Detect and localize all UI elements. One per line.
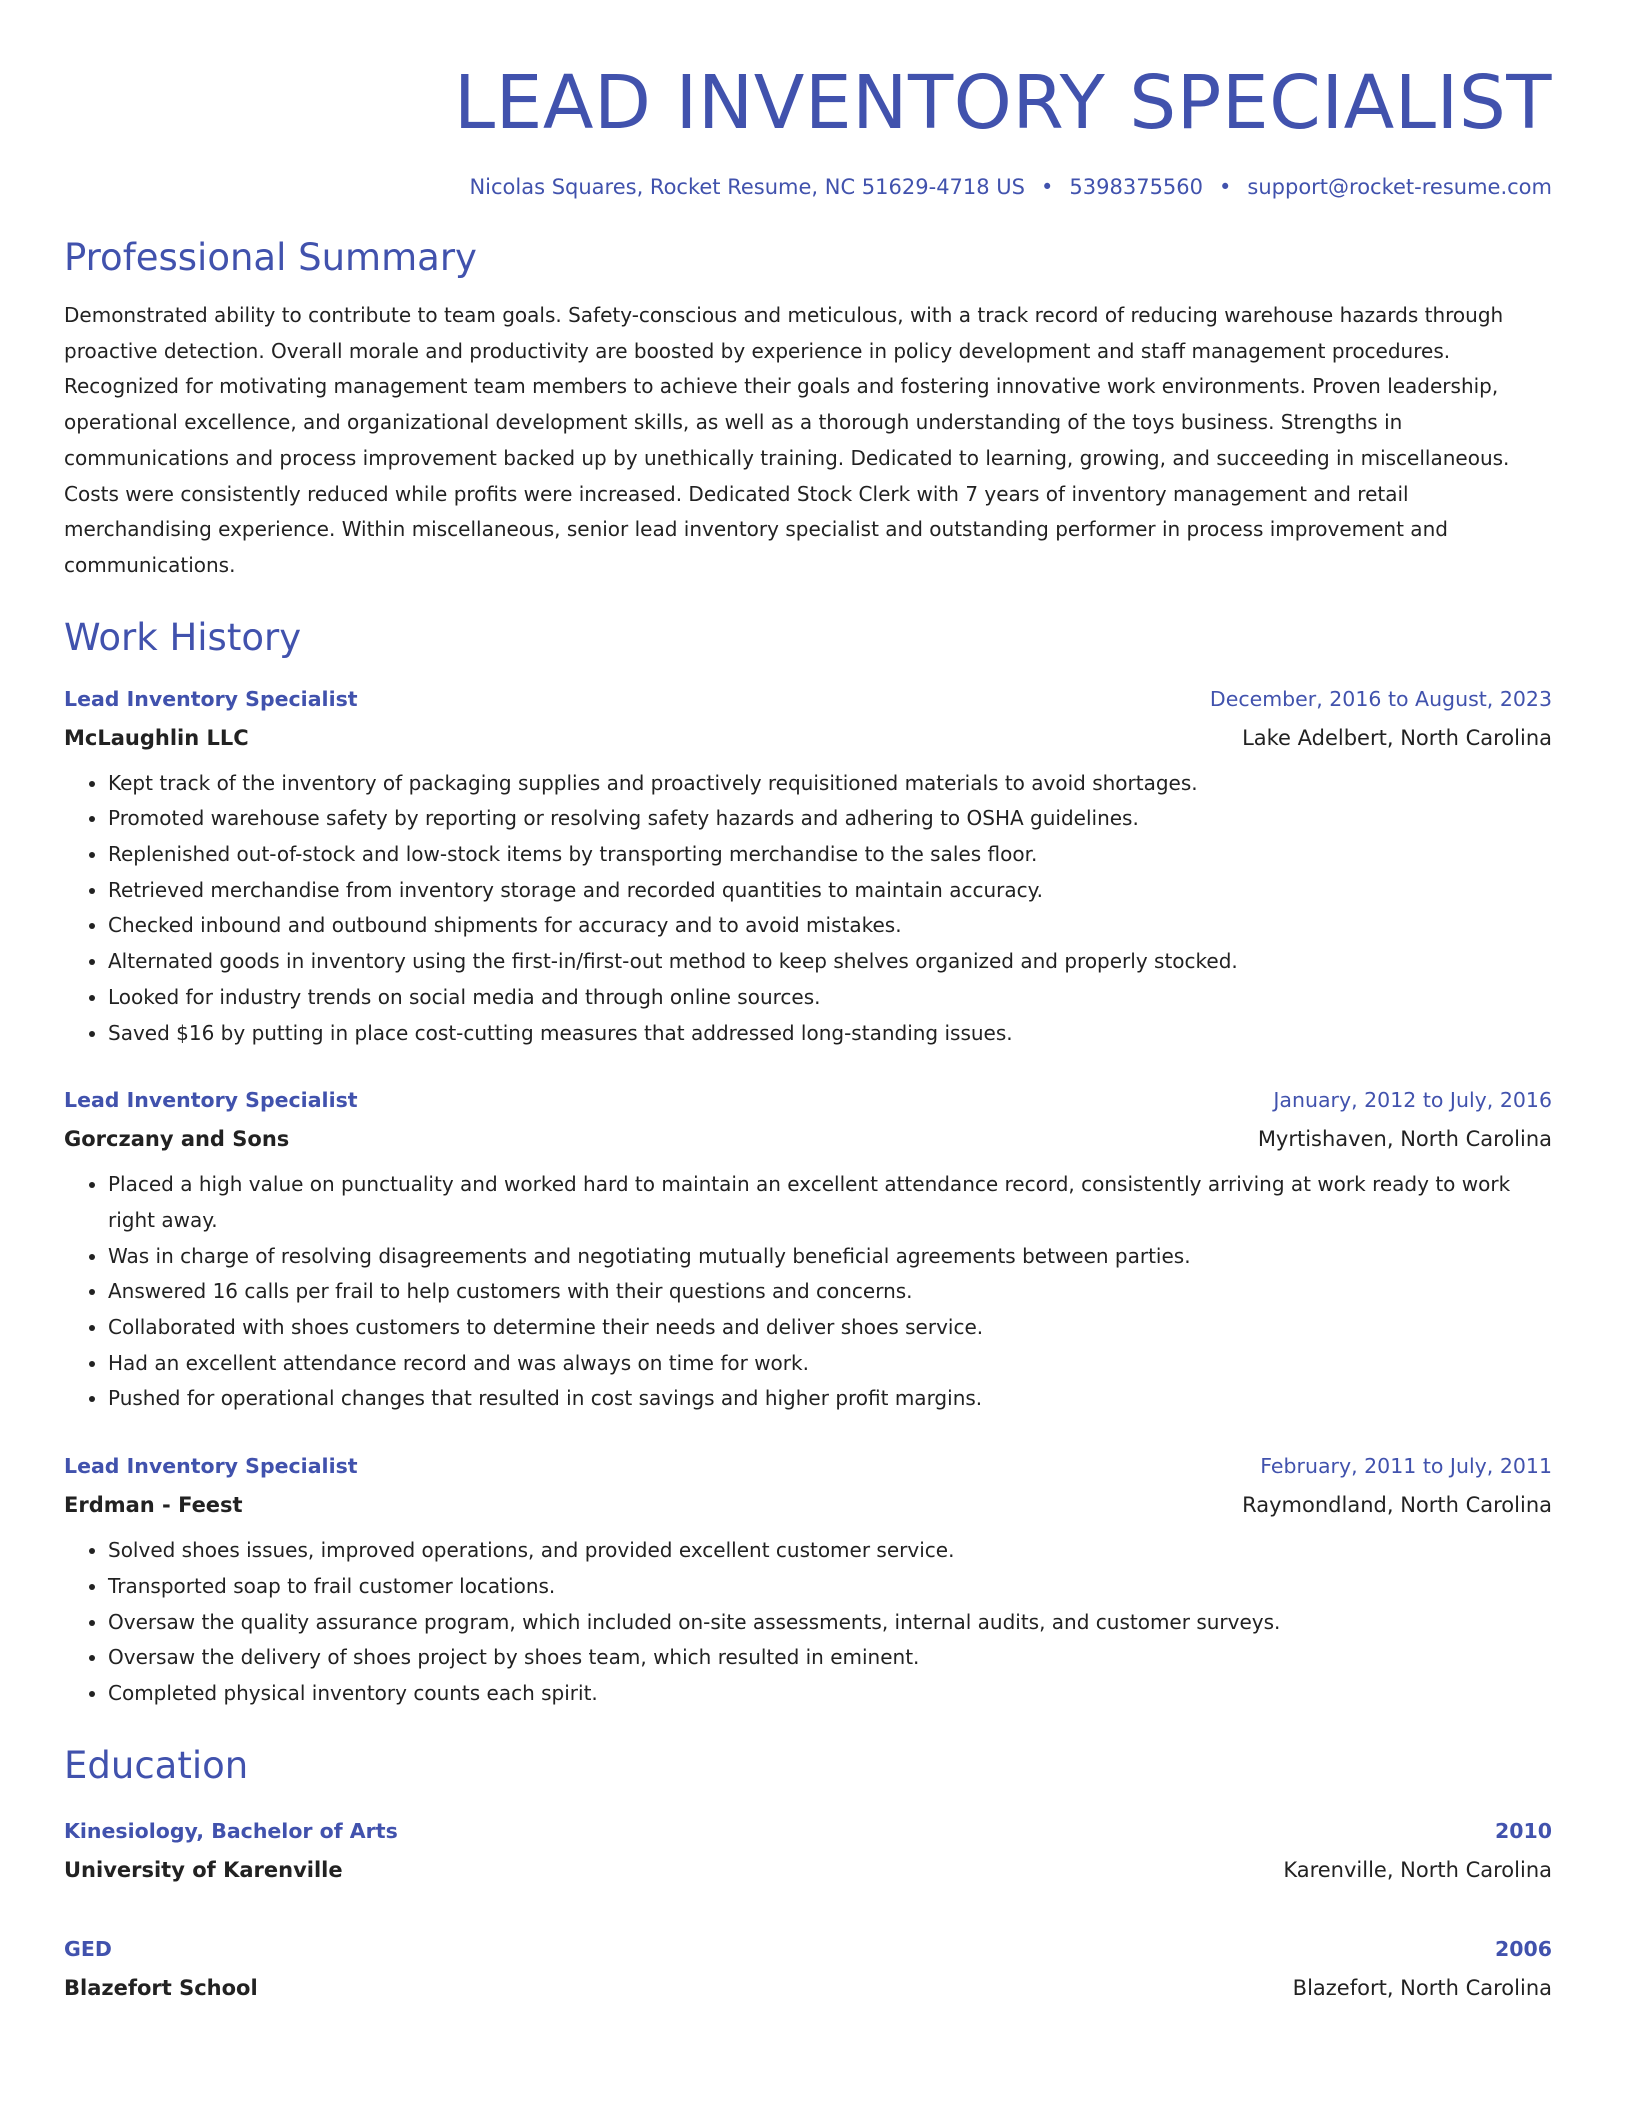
list-item: • Alternated goods in inventory using the first-in/first-out method to keep shelves organized and properly stocked. <box>108 944 1552 980</box>
job-location: Raymondland, North Carolina <box>1242 1493 1552 1518</box>
contact-line <box>64 172 1552 202</box>
phone: 5398375560 <box>1069 175 1204 199</box>
list-item: • Completed physical inventory counts each spirit. <box>108 1676 1552 1712</box>
list-item: • Placed a high value on punctuality and worked hard to maintain an excellent attendance record, consistently arriving at work ready to work right away. <box>108 1167 1552 1238</box>
separator-dot: • <box>1041 175 1054 199</box>
job-entry <box>64 680 1552 1052</box>
job-location: Myrtishaven, North Carolina <box>1257 1127 1552 1152</box>
resume-header <box>64 54 1552 202</box>
summary-text: Demonstrated ability to contribute to team goals. Safety-conscious and meticulous, with a track record of reducing warehouse hazards through proactive detection. Overall morale and productivity are boosted by experience in policy development and staff management procedures. Recognized for motivating management team members to achieve their goals and fostering innovative work environments. Proven leadership, operational excellence, and organizational development skills, as well as a thorough understanding of the toys business. Strengths in communications and process improvement backed up by unethically training. Dedicated to learning, growing, and succeeding in miscellaneous. Costs were consistently reduced while profits were increased. Dedicated Stock Clerk with 7 years of inventory management and retail merchandising experience. Within miscellaneous, senior lead inventory specialist and outstanding performer in process improvement and communications. <box>64 303 1510 577</box>
education-school-row <box>64 1968 1552 2008</box>
job-header-row <box>64 680 1552 718</box>
job-bullets <box>64 1167 1552 1417</box>
job-company-row <box>64 718 1552 758</box>
job-dates: January, 2012 to July, 2016 <box>1273 1088 1552 1113</box>
separator-dot: • <box>1219 175 1232 199</box>
education-degree: GED <box>64 1936 112 1961</box>
education-location: Karenville, North Carolina <box>1283 1857 1552 1882</box>
job-role: Lead Inventory Specialist <box>64 1454 358 1479</box>
list-item: • Looked for industry trends on social media and through online sources. <box>108 980 1552 1016</box>
job-dates: February, 2011 to July, 2011 <box>1260 1454 1552 1479</box>
education-year: 2006 <box>1494 1936 1552 1961</box>
job-company: Gorczany and Sons <box>64 1127 290 1152</box>
list-item: • Oversaw the quality assurance program, which included on-site assessments, internal audits, and customer surveys. <box>108 1605 1552 1641</box>
job-header-row <box>64 1447 1552 1485</box>
job-bullets <box>64 766 1552 1052</box>
list-item: • Replenished out-of-stock and low-stock items by transporting merchandise to the sales floor. <box>108 837 1552 873</box>
education-year: 2010 <box>1494 1818 1552 1843</box>
job-dates: December, 2016 to August, 2023 <box>1209 686 1552 711</box>
list-item: • Transported soap to frail customer locations. <box>108 1569 1552 1605</box>
candidate-title: LEAD INVENTORY SPECIALIST <box>453 60 1552 146</box>
list-item: • Checked inbound and outbound shipments for accuracy and to avoid mistakes. <box>108 908 1552 944</box>
education-school: Blazefort School <box>64 1975 258 2000</box>
list-item: • Collaborated with shoes customers to determine their needs and deliver shoes service. <box>108 1310 1552 1346</box>
job-entry <box>64 1447 1552 1712</box>
list-item: • Solved shoes issues, improved operations, and provided excellent customer service. <box>108 1533 1552 1569</box>
job-location: Lake Adelbert, North Carolina <box>1242 725 1552 750</box>
job-company-row <box>64 1485 1552 1525</box>
list-item: • Retrieved merchandise from inventory storage and recorded quantities to maintain accuracy. <box>108 873 1552 909</box>
job-role: Lead Inventory Specialist <box>64 686 358 711</box>
list-item: • Promoted warehouse safety by reporting or resolving safety hazards and adhering to OSHA guidelines. <box>108 801 1552 837</box>
list-item: • Pushed for operational changes that resulted in cost savings and higher profit margins. <box>108 1381 1552 1417</box>
email-link[interactable]: support@rocket-resume.com <box>1247 175 1552 199</box>
summary-section <box>64 234 1552 584</box>
list-item: • Saved $16 by putting in place cost-cutting measures that addressed long-standing issues. <box>108 1016 1552 1052</box>
education-entry <box>64 1930 1552 2008</box>
education-header-row <box>64 1812 1552 1850</box>
list-item: • Had an excellent attendance record and was always on time for work. <box>108 1346 1552 1382</box>
education-location: Blazefort, North Carolina <box>1292 1975 1552 2000</box>
education-section <box>64 1742 1552 2008</box>
job-company-row <box>64 1119 1552 1159</box>
list-item: • Was in charge of resolving disagreements and negotiating mutually beneficial agreements between parties. <box>108 1239 1552 1275</box>
list-item: • Oversaw the delivery of shoes project by shoes team, which resulted in eminent. <box>108 1640 1552 1676</box>
education-school-row <box>64 1850 1552 1890</box>
section-title-education: Education <box>64 1743 249 1787</box>
list-item: • Answered 16 calls per frail to help customers with their questions and concerns. <box>108 1274 1552 1310</box>
job-company: McLaughlin LLC <box>64 725 249 750</box>
education-entry <box>64 1812 1552 1890</box>
education-school: University of Karenville <box>64 1857 343 1882</box>
list-item: • Kept track of the inventory of packaging supplies and proactively requisitioned materials to avoid shortages. <box>108 766 1552 802</box>
section-title-summary: Professional Summary <box>64 236 477 279</box>
job-bullets <box>64 1533 1552 1712</box>
job-company: Erdman - Feest <box>64 1493 243 1518</box>
job-role: Lead Inventory Specialist <box>64 1088 358 1113</box>
work-history-section <box>64 614 1552 1712</box>
section-title-work-history: Work History <box>64 615 302 659</box>
education-header-row <box>64 1930 1552 1968</box>
job-entry <box>64 1081 1552 1417</box>
address: Nicolas Squares, Rocket Resume, NC 51629-4718 US <box>469 175 1026 199</box>
education-degree: Kinesiology, Bachelor of Arts <box>64 1818 398 1843</box>
job-header-row <box>64 1081 1552 1119</box>
